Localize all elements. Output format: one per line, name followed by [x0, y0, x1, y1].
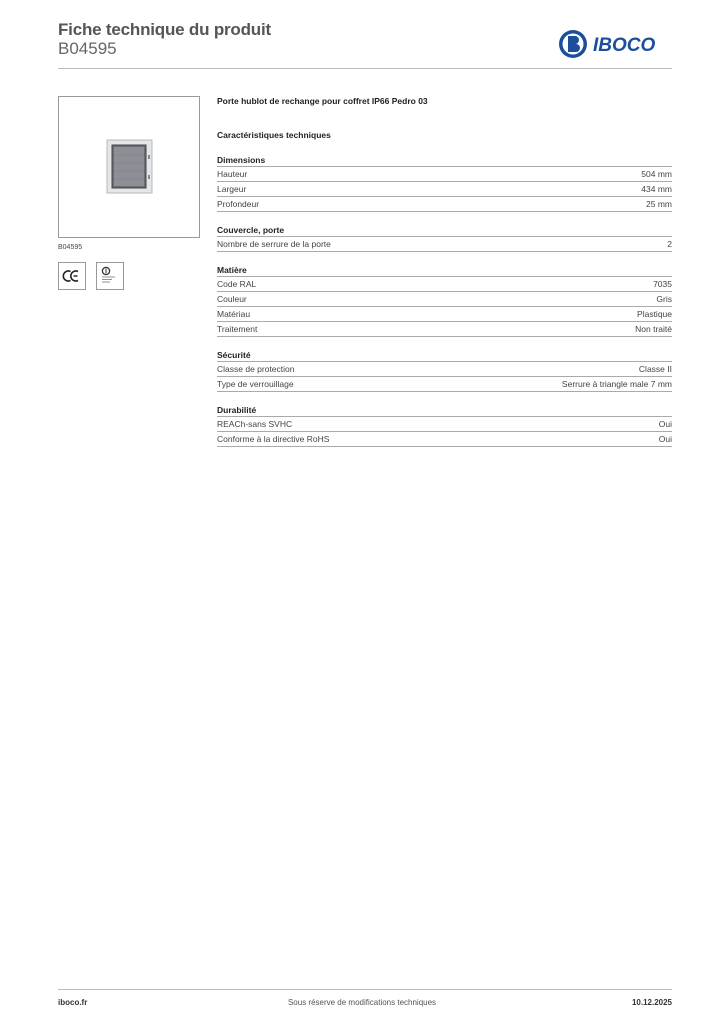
spec-group-security — [217, 349, 672, 392]
spec-value: 2 — [667, 239, 672, 249]
spec-label: Hauteur — [217, 169, 248, 179]
spec-row — [217, 167, 672, 182]
spec-label: Couleur — [217, 294, 247, 304]
spec-value: Serrure à triangle male 7 mm — [561, 379, 672, 389]
spec-value: 25 mm — [646, 199, 672, 209]
spec-row — [217, 292, 672, 307]
spec-row — [217, 417, 672, 432]
spec-label: Nombre de serrure de la porte — [217, 239, 331, 249]
specs-heading: Caractéristiques techniques — [217, 130, 331, 140]
product-image — [58, 96, 200, 238]
product-description: Porte hublot de rechange pour coffret IP66 Pedro 03 — [217, 96, 428, 106]
spec-value: 434 mm — [641, 184, 672, 194]
spec-label: Largeur — [217, 184, 247, 194]
header-divider — [58, 68, 672, 69]
footer-date: 10.12.2025 — [631, 998, 672, 1007]
spec-row — [217, 182, 672, 197]
spec-group-dimensions — [217, 154, 672, 212]
spec-group-durability — [217, 404, 672, 447]
spec-row — [217, 307, 672, 322]
spec-label: Classe de protection — [217, 364, 295, 374]
spec-label: Type de verrouillage — [217, 379, 294, 389]
spec-row — [217, 377, 672, 392]
spec-value: Non traité — [635, 324, 672, 334]
group-title: Durabilité — [217, 404, 672, 417]
spec-section — [217, 94, 672, 447]
door-illustration — [59, 97, 199, 237]
spec-group-cover — [217, 224, 672, 252]
group-title: Couvercle, porte — [217, 224, 672, 237]
spec-group-material — [217, 264, 672, 337]
spec-row — [217, 277, 672, 292]
ce-mark-icon — [58, 262, 86, 290]
spec-row — [217, 362, 672, 377]
group-title: Matière — [217, 264, 672, 277]
page-title: Fiche technique du produit — [58, 20, 271, 39]
group-title: Sécurité — [217, 349, 672, 362]
spec-row — [217, 322, 672, 337]
product-code: B04595 — [58, 39, 117, 58]
footer-notice: Sous réserve de modifications techniques — [287, 998, 437, 1007]
spec-label: Conforme à la directive RoHS — [217, 434, 330, 444]
brand-name: IBOCO — [593, 35, 656, 56]
spec-row — [217, 432, 672, 447]
spec-value: Gris — [656, 294, 672, 304]
iboco-logo[interactable] — [557, 28, 677, 60]
spec-value: Classe II — [638, 364, 672, 374]
spec-label: Traitement — [217, 324, 258, 334]
spec-label: Matériau — [217, 309, 251, 319]
spec-value: 7035 — [653, 279, 672, 289]
spec-label: Code RAL — [217, 279, 257, 289]
spec-value: Oui — [658, 419, 672, 429]
spec-value: Oui — [658, 434, 672, 444]
certification-icon — [96, 262, 124, 290]
footer-divider — [58, 989, 672, 990]
image-caption: B04595 — [58, 244, 83, 251]
spec-label: REACh-sans SVHC — [217, 419, 293, 429]
spec-label: Profondeur — [217, 199, 260, 209]
spec-value: Plastique — [637, 309, 672, 319]
footer-website-link[interactable]: iboco.fr — [58, 998, 88, 1007]
spec-value: 504 mm — [641, 169, 672, 179]
spec-row — [217, 197, 672, 212]
spec-row — [217, 237, 672, 252]
group-title: Dimensions — [217, 154, 672, 167]
